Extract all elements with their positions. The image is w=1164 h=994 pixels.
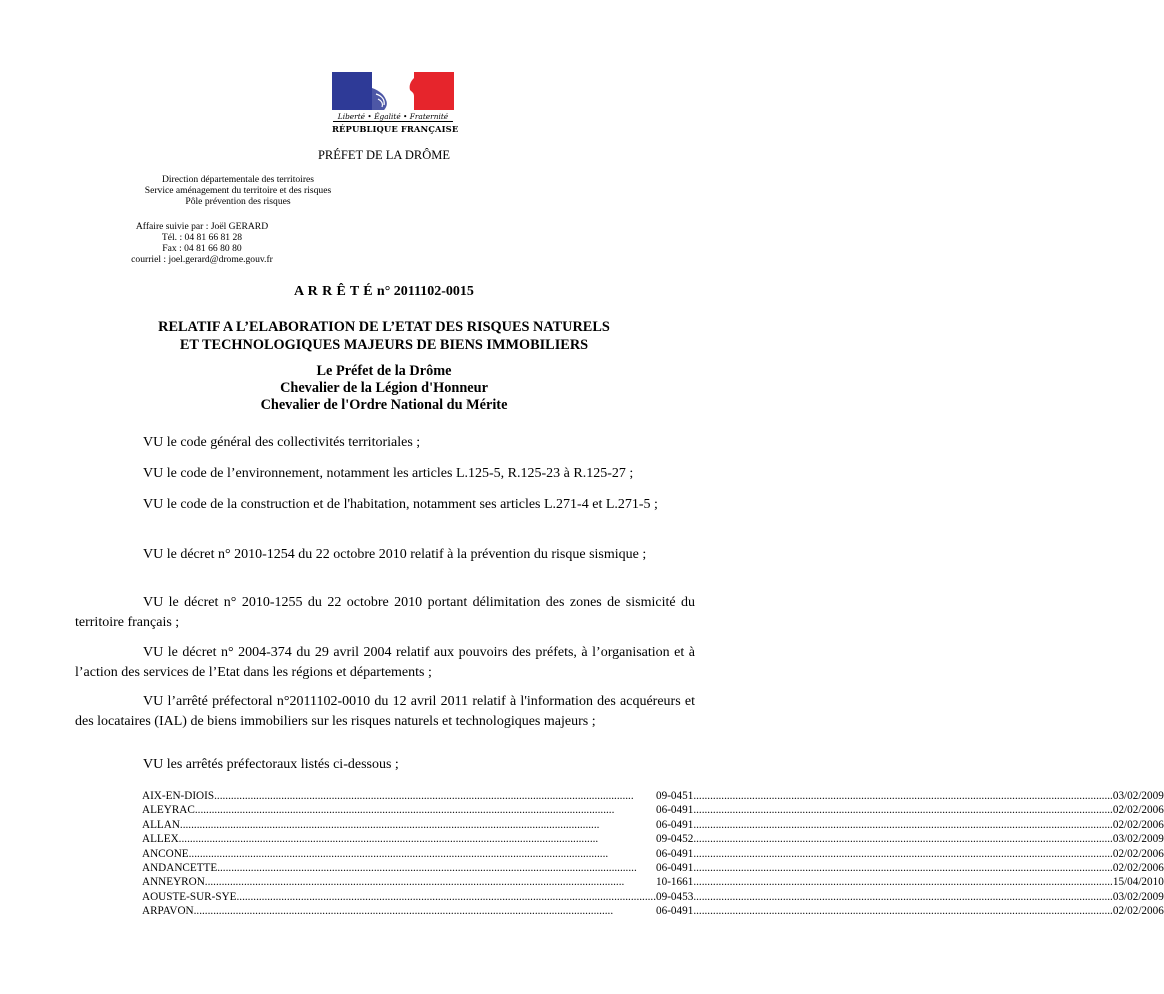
arrete-ref: 10-1661 [656, 876, 694, 889]
arrete-date: 15/04/2010 [1112, 876, 1164, 889]
visa-2: VU le code de l’environnement, notamment les articles L.125-5, R.125-23 à R.125-27 ; [143, 466, 634, 481]
commune-name: ANCONE [142, 847, 189, 860]
prefect-titles [0, 363, 768, 414]
dot-leader [214, 789, 656, 803]
dot-leader [693, 861, 1113, 875]
commune-name: ANNEYRON [142, 876, 205, 889]
dot-leader [194, 904, 656, 918]
contact-line: Affaire suivie par : Joël GERARD [135, 221, 269, 232]
arrete-ref: 09-0451 [656, 790, 694, 802]
arrete-date: 02/02/2006 [1112, 804, 1164, 817]
commune-name: AIX-EN-DIOIS [142, 790, 215, 802]
commune-name: ARPAVON [142, 905, 194, 918]
dot-leader [693, 818, 1113, 832]
visa-6: VU le décret n° 2004-374 du 29 avril 2004 relatif aux pouvoirs des préfets, à l’organisation et à l’action des services de l’Etat dans les régions et départements ; [75, 645, 695, 681]
commune-name: AOUSTE-SUR-SYE [142, 890, 237, 903]
table-row [142, 818, 1164, 832]
contact-line: Fax : 04 81 66 80 80 [162, 243, 242, 254]
table-row [142, 832, 1164, 846]
contact-email: courriel : joel.gerard@drome.gouv.fr [131, 254, 273, 265]
dot-leader [693, 847, 1113, 861]
dot-leader [693, 803, 1113, 817]
arrete-ref: 06-0491 [656, 862, 694, 875]
arrete-ref: 09-0453 [656, 890, 694, 903]
arrete-ref: 06-0491 [656, 818, 694, 831]
table-row [142, 890, 1164, 904]
visa-7: VU l’arrêté préfectoral n°2011102-0010 du 12 avril 2011 relatif à l'information des acquéreurs et des locataires (IAL) de biens immobiliers sur les risques naturels et technologiques majeurs ; [75, 694, 695, 730]
contact-line: Tél. : 04 81 66 81 28 [161, 232, 243, 243]
arrete-ref: 06-0491 [656, 847, 694, 860]
table-row [142, 904, 1164, 918]
republic-motto: Liberté • Égalité • Fraternité [337, 112, 449, 121]
dot-leader [693, 875, 1113, 889]
prefect-line: Chevalier de l'Ordre National du Mérite [260, 397, 508, 413]
table-row [142, 803, 1164, 817]
arrete-ref: 06-0491 [656, 804, 694, 817]
dot-leader [236, 890, 656, 904]
table-row [142, 875, 1164, 889]
arrete-date: 03/02/2009 [1112, 833, 1164, 846]
dot-leader [693, 789, 1113, 803]
directorate-line: Pôle prévention des risques [185, 196, 291, 207]
dot-leader [205, 875, 656, 889]
dot-leader [217, 861, 656, 875]
arrete-heading [0, 284, 768, 300]
prefect-line: Le Préfet de la Drôme [316, 363, 452, 379]
dot-leader [179, 832, 656, 846]
directorate-line: Direction départementale des territoires [161, 174, 315, 185]
dot-leader [195, 803, 656, 817]
arrete-date: 02/02/2006 [1112, 862, 1164, 875]
prefecture-title: PRÉFET DE LA DRÔME [317, 148, 451, 162]
visa-3: VU le code de la construction et de l'habitation, notamment ses articles L.271-4 et L.271-5 ; [143, 497, 658, 512]
commune-name: ANDANCETTE [142, 862, 218, 875]
subject-line: ET TECHNOLOGIQUES MAJEURS DE BIENS IMMOBILIERS [179, 337, 589, 353]
visa-8: VU les arrêtés préfectoraux listés ci-dessous ; [143, 757, 399, 772]
commune-name: ALLEX [142, 833, 179, 846]
dot-leader [693, 904, 1113, 918]
commune-name: ALEYRAC [142, 804, 195, 817]
dot-leader [693, 832, 1113, 846]
logo-divider [333, 121, 453, 122]
arrete-date: 02/02/2006 [1112, 905, 1164, 918]
arrete-ref: 06-0491 [656, 905, 694, 918]
dot-leader [693, 890, 1113, 904]
arrete-number: n° 2011102-0015 [376, 284, 474, 299]
arrete-ref: 09-0452 [656, 833, 694, 846]
arrete-subject [0, 318, 768, 354]
contact-block [98, 221, 306, 265]
dot-leader [180, 818, 656, 832]
commune-name: ALLAN [142, 818, 180, 831]
communes-table [142, 789, 1164, 919]
directorate-block [82, 174, 394, 207]
visa-5: VU le décret n° 2010-1255 du 22 octobre 2010 portant délimitation des zones de sismicité du territoire français ; [75, 595, 695, 631]
subject-line: RELATIF A L’ELABORATION DE L’ETAT DES RISQUES NATURELS [158, 319, 610, 335]
prefect-line: Chevalier de la Légion d'Honneur [280, 380, 488, 396]
arrete-date: 02/02/2006 [1112, 818, 1164, 831]
arrete-date: 03/02/2009 [1112, 790, 1164, 802]
arrete-label: A R R Ê T É [294, 284, 374, 299]
arrete-date: 03/02/2009 [1112, 890, 1164, 903]
dot-leader [189, 847, 656, 861]
table-row [142, 861, 1164, 875]
directorate-line: Service aménagement du territoire et des risques [144, 185, 332, 196]
visa-4: VU le décret n° 2010-1254 du 22 octobre 2010 relatif à la prévention du risque sismique ; [143, 547, 647, 562]
table-row [142, 847, 1164, 861]
arrete-date: 02/02/2006 [1112, 847, 1164, 860]
republic-name: RÉPUBLIQUE FRANÇAISE [332, 124, 459, 134]
visa-1: VU le code général des collectivités territoriales ; [143, 435, 421, 450]
table-row [142, 789, 1164, 803]
